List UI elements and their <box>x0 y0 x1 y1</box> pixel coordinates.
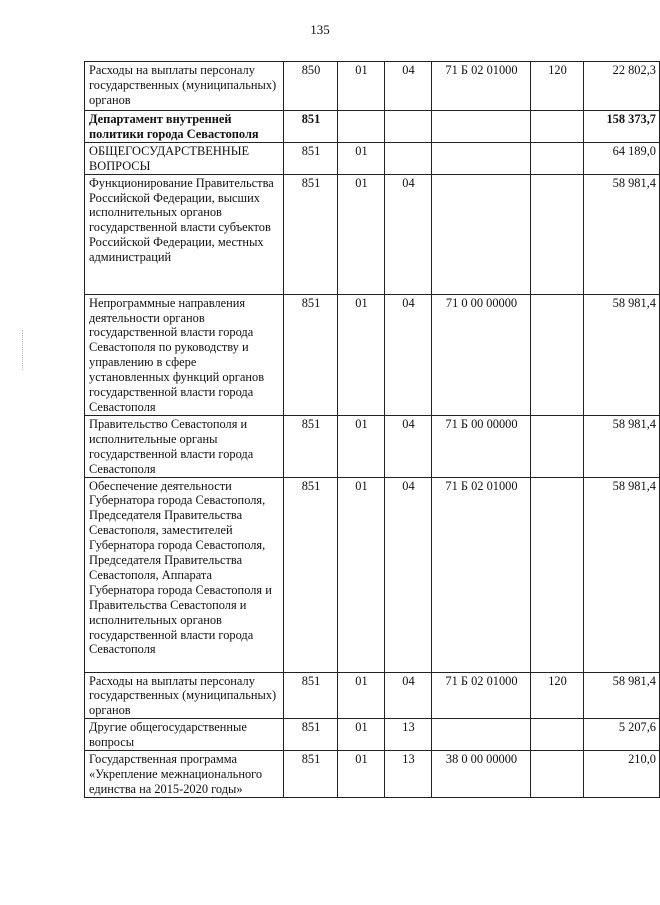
budget-table <box>84 61 660 798</box>
section-code-cell: 01 <box>338 719 385 751</box>
page-number: 135 <box>310 22 330 37</box>
subsection-code-cell <box>385 111 432 143</box>
subsection-code-cell: 04 <box>385 672 432 719</box>
expense-name-cell: Непрограммные направления деятельности органов государственной власти города Севастополя по руководству и управлению в сфере установленных функций органов государственной власти города Севастополя <box>85 294 284 415</box>
table-row <box>85 142 660 174</box>
subsection-code-cell: 04 <box>385 477 432 672</box>
amount-cell: 22 802,3 <box>584 62 660 111</box>
department-code-cell: 851 <box>284 751 338 798</box>
section-code-cell: 01 <box>338 174 385 294</box>
section-code-cell: 01 <box>338 62 385 111</box>
section-code-cell: 01 <box>338 751 385 798</box>
amount-cell: 210,0 <box>584 751 660 798</box>
amount-cell: 64 189,0 <box>584 142 660 174</box>
target-article-code-cell: 71 0 00 00000 <box>432 294 531 415</box>
target-article-code-cell: 71 Б 02 01000 <box>432 672 531 719</box>
table-row <box>85 294 660 415</box>
budget-table-body <box>85 62 660 798</box>
expense-type-code-cell <box>531 719 584 751</box>
department-code-cell: 851 <box>284 719 338 751</box>
expense-type-code-cell <box>531 477 584 672</box>
section-code-cell: 01 <box>338 477 385 672</box>
expense-name-cell: ОБЩЕГОСУДАРСТВЕННЫЕ ВОПРОСЫ <box>85 142 284 174</box>
expense-type-code-cell <box>531 751 584 798</box>
table-row <box>85 719 660 751</box>
expense-name-cell: Департамент внутренней политики города Севастополя <box>85 111 284 143</box>
expense-name-cell: Расходы на выплаты персоналу государственных (муниципальных) органов <box>85 672 284 719</box>
expense-name-cell: Обеспечение деятельности Губернатора города Севастополя, Председателя Правительства Севастополя, заместителей Губернатора города Севастополя, Председателя Правительства Севастополя, Аппарата Губернатора города Севастополя и Правительства Севастополя и исполнительных органов государственной власти города Севастополя <box>85 477 284 672</box>
expense-name-cell: Государственная программа «Укрепление межнационального единства на 2015-2020 годы» <box>85 751 284 798</box>
table-row <box>85 62 660 111</box>
department-code-cell: 851 <box>284 142 338 174</box>
section-code-cell <box>338 111 385 143</box>
target-article-code-cell <box>432 111 531 143</box>
department-code-cell: 850 <box>284 62 338 111</box>
amount-cell: 58 981,4 <box>584 294 660 415</box>
department-code-cell: 851 <box>284 477 338 672</box>
department-code-cell: 851 <box>284 294 338 415</box>
amount-cell: 158 373,7 <box>584 111 660 143</box>
expense-type-code-cell <box>531 142 584 174</box>
table-row <box>85 672 660 719</box>
department-code-cell: 851 <box>284 415 338 477</box>
table-row <box>85 174 660 294</box>
expense-type-code-cell: 120 <box>531 62 584 111</box>
section-code-cell: 01 <box>338 142 385 174</box>
table-row <box>85 751 660 798</box>
target-article-code-cell: 71 Б 02 01000 <box>432 62 531 111</box>
subsection-code-cell <box>385 142 432 174</box>
expense-type-code-cell <box>531 294 584 415</box>
subsection-code-cell: 04 <box>385 174 432 294</box>
subsection-code-cell: 13 <box>385 751 432 798</box>
target-article-code-cell: 71 Б 00 00000 <box>432 415 531 477</box>
subsection-code-cell: 04 <box>385 415 432 477</box>
amount-cell: 58 981,4 <box>584 415 660 477</box>
section-code-cell: 01 <box>338 415 385 477</box>
section-code-cell: 01 <box>338 294 385 415</box>
subsection-code-cell: 04 <box>385 294 432 415</box>
target-article-code-cell: 71 Б 02 01000 <box>432 477 531 672</box>
subsection-code-cell: 13 <box>385 719 432 751</box>
table-row <box>85 477 660 672</box>
table-row <box>85 415 660 477</box>
expense-name-cell: Функционирование Правительства Российской Федерации, высших исполнительных органов государственной власти субъектов Российской Федерации, местных администраций <box>85 174 284 294</box>
expense-name-cell: Правительство Севастополя и исполнительные органы государственной власти города Севастополя <box>85 415 284 477</box>
subsection-code-cell: 04 <box>385 62 432 111</box>
amount-cell: 58 981,4 <box>584 477 660 672</box>
table-row <box>85 111 660 143</box>
expense-type-code-cell: 120 <box>531 672 584 719</box>
target-article-code-cell <box>432 719 531 751</box>
section-code-cell: 01 <box>338 672 385 719</box>
amount-cell: 5 207,6 <box>584 719 660 751</box>
expense-type-code-cell <box>531 415 584 477</box>
expense-name-cell: Другие общегосударственные вопросы <box>85 719 284 751</box>
expense-name-cell: Расходы на выплаты персоналу государственных (муниципальных) органов <box>85 62 284 111</box>
target-article-code-cell: 38 0 00 00000 <box>432 751 531 798</box>
amount-cell: 58 981,4 <box>584 174 660 294</box>
scan-margin-mark <box>22 330 25 370</box>
amount-cell: 58 981,4 <box>584 672 660 719</box>
department-code-cell: 851 <box>284 174 338 294</box>
target-article-code-cell <box>432 142 531 174</box>
department-code-cell: 851 <box>284 111 338 143</box>
target-article-code-cell <box>432 174 531 294</box>
expense-type-code-cell <box>531 111 584 143</box>
expense-type-code-cell <box>531 174 584 294</box>
department-code-cell: 851 <box>284 672 338 719</box>
